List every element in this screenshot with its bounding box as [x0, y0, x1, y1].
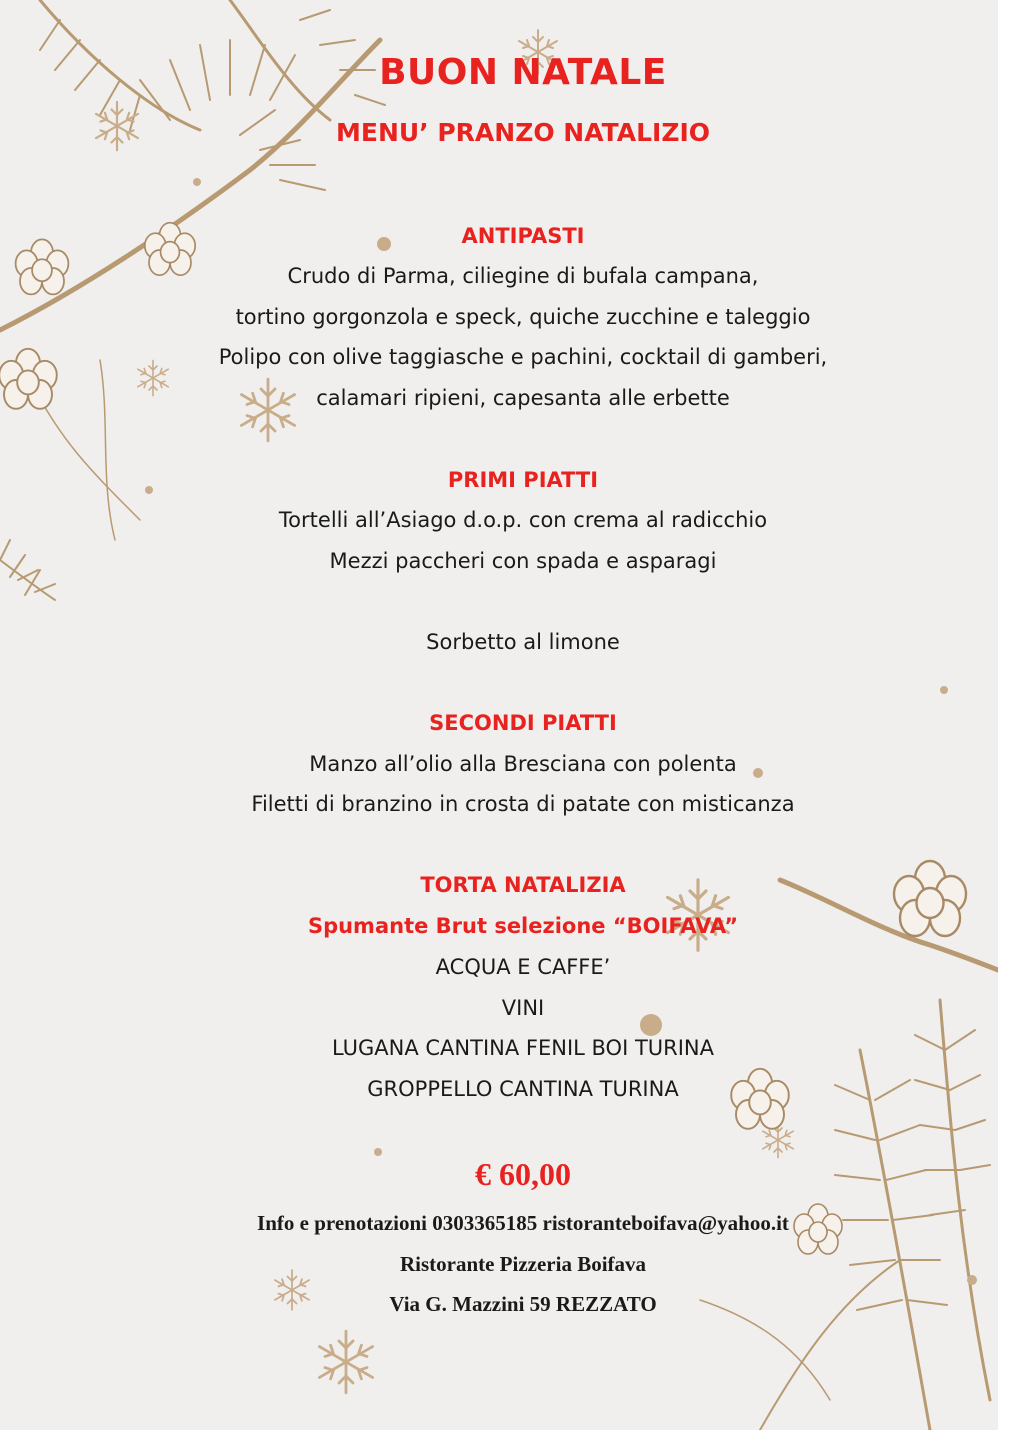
restaurant-address: Via G. Mazzini 59 REZZATO [389, 1292, 657, 1316]
contact-info: Info e prenotazioni 0303365185 ristoranteboifava@yahoo.it [257, 1211, 789, 1235]
spumante-line: Spumante Brut selezione “BOIFAVA” [307, 914, 739, 938]
drink-item: VINI [501, 996, 545, 1020]
drink-item: LUGANA CANTINA FENIL BOI TURINA [331, 1036, 715, 1060]
menu-item: calamari ripieni, capesanta alle erbette [316, 386, 730, 410]
drink-item: ACQUA E CAFFE’ [435, 955, 611, 979]
section-heading-secondi: SECONDI PIATTI [429, 711, 617, 735]
menu-item: Mezzi paccheri con spada e asparagi [329, 549, 717, 573]
menu-subtitle: MENU’ PRANZO NATALIZIO [335, 118, 710, 147]
menu-item: tortino gorgonzola e speck, quiche zucchine e taleggio [235, 305, 811, 329]
menu-item: Filetti di branzino in crosta di patate con misticanza [251, 792, 795, 816]
menu-item: Polipo con olive taggiasche e pachini, cocktail di gamberi, [218, 345, 828, 369]
section-heading-antipasti: ANTIPASTI [461, 224, 585, 248]
section-heading-torta: TORTA NATALIZIA [420, 873, 626, 897]
restaurant-name: Ristorante Pizzeria Boifava [399, 1252, 647, 1276]
page-title: BUON NATALE [379, 52, 667, 93]
drink-item: GROPPELLO CANTINA TURINA [367, 1077, 679, 1101]
menu-price: € 60,00 [475, 1156, 571, 1192]
menu-item: Manzo all’olio alla Bresciana con polenta [309, 752, 737, 776]
menu-item: Tortelli all’Asiago d.o.p. con crema al radicchio [278, 508, 768, 532]
section-heading-primi: PRIMI PIATTI [447, 468, 599, 492]
menu-item: Crudo di Parma, ciliegine di bufala campana, [287, 264, 759, 288]
menu-item-sorbetto: Sorbetto al limone [426, 630, 620, 654]
